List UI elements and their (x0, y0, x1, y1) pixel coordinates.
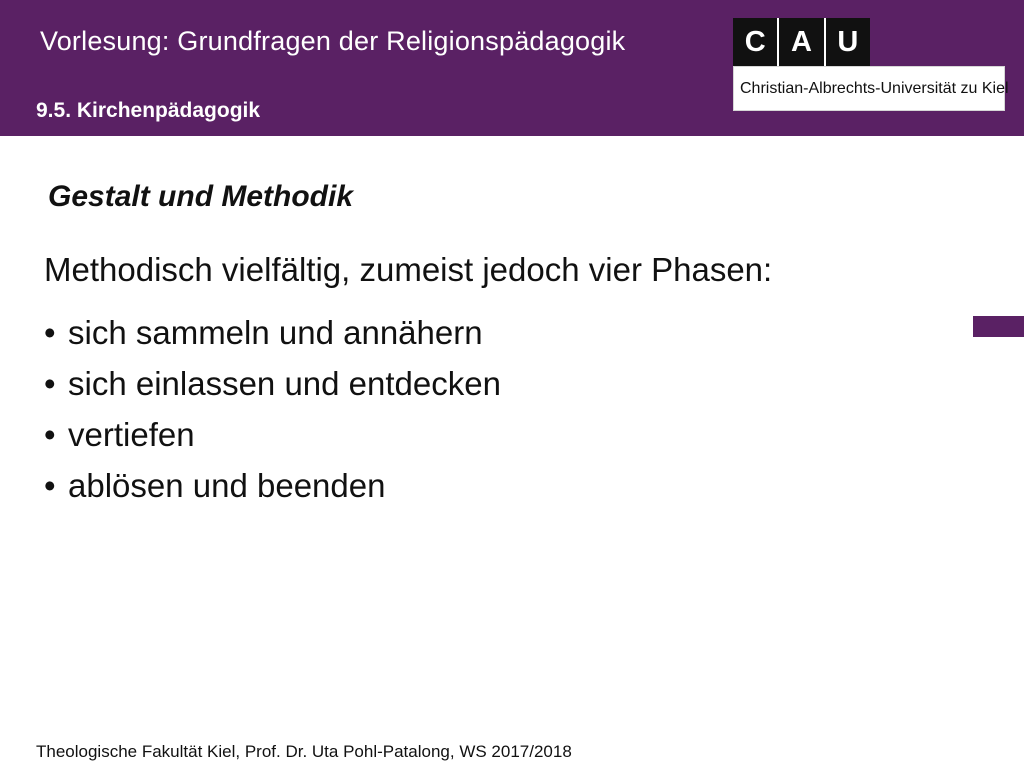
university-logo (733, 18, 1009, 111)
logo-letter-u: U (837, 26, 859, 58)
list-item (44, 313, 501, 364)
bullet-mark: • (44, 416, 56, 453)
list-item-text: ablösen und beenden (68, 467, 386, 504)
logo-letter-a: A (791, 26, 812, 58)
university-name: Christian-Albrechts-Universität zu Kiel (740, 80, 1009, 97)
list-item-text: sich sammeln und annähern (68, 314, 483, 351)
logo-name-box (733, 66, 1009, 111)
slide-footer: Theologische Fakultät Kiel, Prof. Dr. Uta Pohl-Patalong, WS 2017/2018 (36, 742, 572, 761)
slide-heading: Gestalt und Methodik (48, 180, 354, 213)
list-item (44, 466, 501, 517)
list-item-text: sich einlassen und entdecken (68, 365, 501, 402)
lecture-title: Vorlesung: Grundfragen der Religionspädagogik (40, 26, 626, 56)
bullet-mark: • (44, 365, 56, 402)
logo-letter-c: C (744, 26, 766, 58)
bullet-mark: • (44, 314, 56, 351)
section-title: 9.5. Kirchenpädagogik (36, 99, 261, 122)
list-item (44, 364, 501, 415)
side-accent-bar (973, 316, 1024, 337)
logo-letter-block (733, 18, 870, 66)
list-item-text: vertiefen (68, 416, 195, 453)
bullet-mark: • (44, 467, 56, 504)
phase-list (44, 313, 501, 517)
slide-header (0, 0, 1024, 136)
intro-text: Methodisch vielfältig, zumeist jedoch vier Phasen: (44, 251, 773, 288)
list-item (44, 415, 501, 466)
